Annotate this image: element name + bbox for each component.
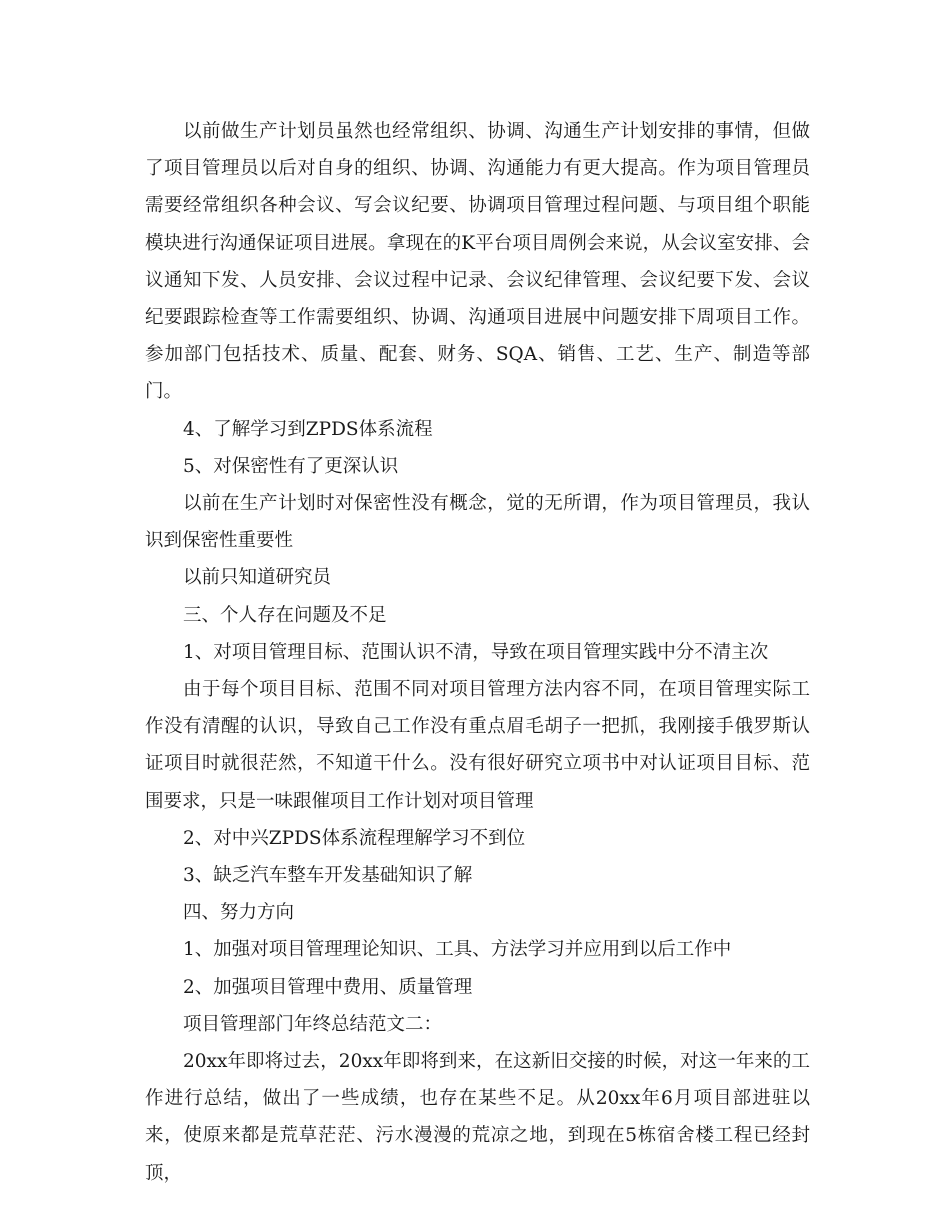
section-heading: 四、努力方向 [183,902,295,924]
paragraph: 以前在生产计划时对保密性没有概念，觉的无所谓，作为项目管理员，我认识到保密性重要性 [145,493,810,552]
list-item: 5、对保密性有了更深认识 [183,455,399,477]
section-heading: 项目管理部门年终总结范文二： [183,1013,443,1035]
list-item: 1、对项目管理目标、范围认识不清，导致在项目管理实践中分不清主次 [183,641,769,663]
list-item: 1、加强对项目管理理论知识、工具、方法学习并应用到以后工作中 [183,939,732,961]
list-item: 2、对中兴ZPDS体系流程理解学习不到位 [183,827,526,849]
paragraph: 以前只知道研究员 [183,567,332,589]
list-item: 3、缺乏汽车整车开发基础知识了解 [183,865,473,887]
list-item: 4、了解学习到ZPDS体系流程 [183,418,433,440]
paragraph: 以前做生产计划员虽然也经常组织、协调、沟通生产计划安排的事情，但做了项目管理员以后对自身的组织、协调、沟通能力有更大提高。作为项目管理员需要经常组织各种会议、写会议纪要、协调项目管理过程问题、与项目组个职能模块进行沟通保证项目进展。拿现在的K平台项目周例会来说，从会议室安排、会议通知下发、人员安排、会议过程中记录、会议纪律管理、会议纪要下发、会议纪要跟踪检查等工作需要组织、协调、沟通项目进展中问题安排下周项目工作。参加部门包括技术、质量、配套、财务、SQA、销售、工艺、生产、制造等部门。 [145,121,810,403]
list-item: 2、加强项目管理中费用、质量管理 [183,976,473,998]
section-heading: 三、个人存在问题及不足 [183,604,387,626]
paragraph: 20xx年即将过去，20xx年即将到来，在这新旧交接的时候，对这一年来的工作进行总结，做出了一些成绩，也存在某些不足。从20xx年6月项目部进驻以来，使原来都是荒草茫茫、污水漫漫的荒凉之地，到现在5栋宿舍楼工程已经封顶， [145,1051,810,1184]
paragraph: 由于每个项目目标、范围不同对项目管理方法内容不同，在项目管理实际工作没有清醒的认识，导致自己工作没有重点眉毛胡子一把抓，我刚接手俄罗斯认证项目时就很茫然，不知道干什么。没有很好研究立项书中对认证项目目标、范围要求，只是一味跟催项目工作计划对项目管理 [145,679,810,812]
document-body [145,113,810,1192]
